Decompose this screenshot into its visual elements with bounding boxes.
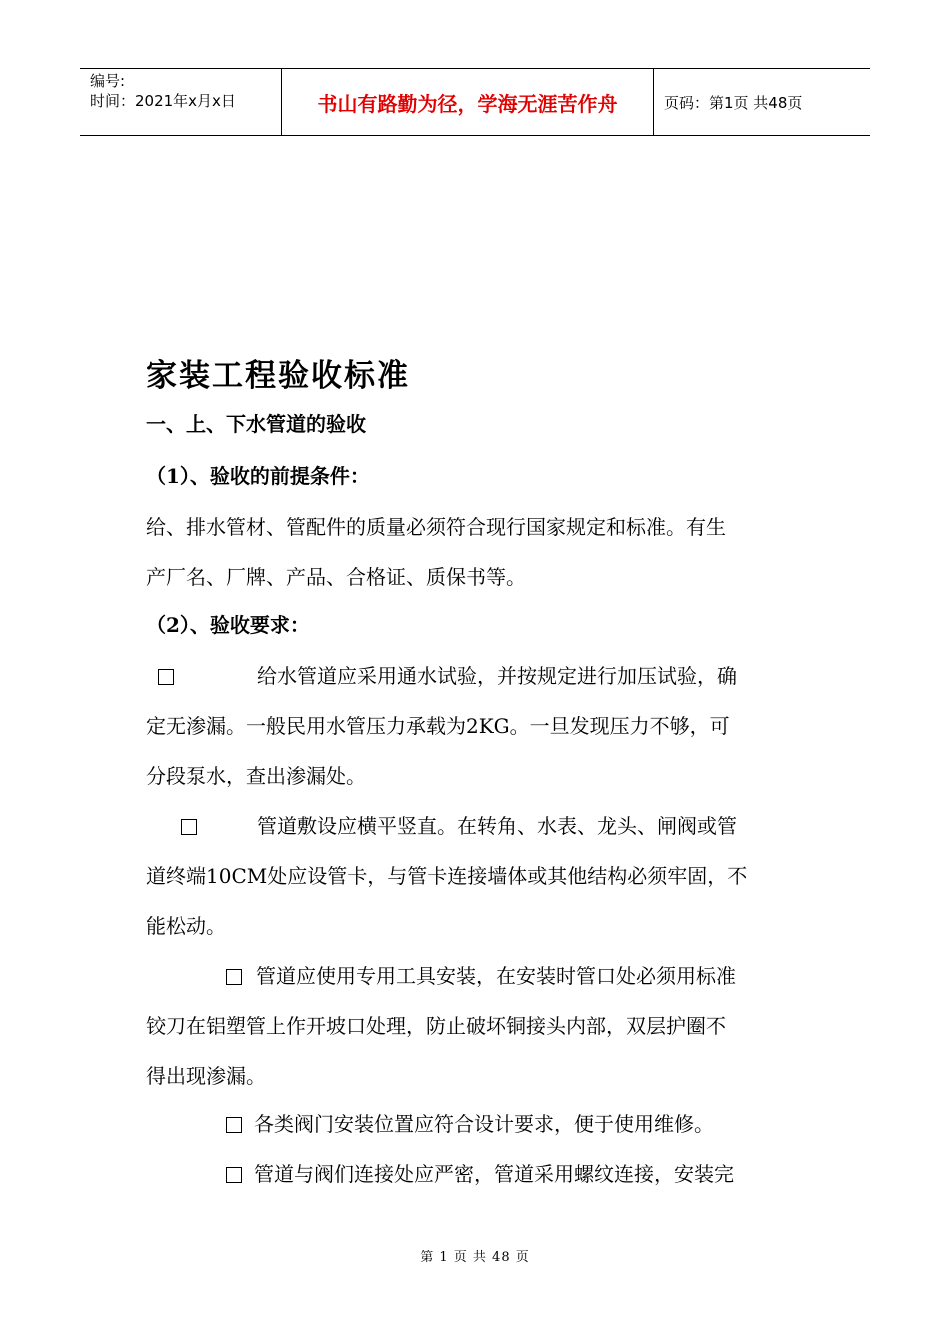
checkbox-bullet-icon	[181, 819, 197, 835]
list-item	[146, 1158, 734, 1187]
list-item-text: 各类阀门安装位置应符合设计要求，便于使用维修。	[254, 1112, 714, 1136]
paragraph-line: 得出现渗漏。	[146, 1064, 266, 1088]
list-item-text: 管道应使用专用工具安装，在安装时管口处必须用标准	[256, 964, 736, 988]
header-motto-cell	[282, 69, 654, 135]
checkbox-bullet-icon	[226, 969, 242, 985]
header-meta-cell	[80, 69, 282, 135]
subsection-heading: （1）、验收的前提条件：	[146, 464, 370, 488]
paragraph-line: 道终端10CM处应设管卡，与管卡连接墙体或其他结构必须牢固，不	[146, 864, 748, 888]
list-item-text: 管道敷设应横平竖直。在转角、水表、龙头、闸阀或管	[257, 814, 737, 838]
paragraph-line: 铰刀在铝塑管上作开坡口处理，防止破坏铜接头内部，双层护圈不	[146, 1014, 726, 1038]
paragraph-line: 给、排水管材、管配件的质量必须符合现行国家规定和标准。有生	[146, 515, 726, 539]
page-footer	[0, 1246, 950, 1265]
list-item	[146, 960, 736, 989]
footer-page-number: 第 1 页 共 48 页	[420, 1250, 530, 1265]
paragraph-line: 产厂名、厂牌、产品、合格证、质保书等。	[146, 565, 526, 589]
document-title: 家装工程验收标准	[146, 358, 410, 394]
checkbox-bullet-icon	[226, 1167, 242, 1183]
section-heading: 一、上、下水管道的验收	[146, 412, 366, 436]
checkbox-bullet-icon	[158, 669, 174, 685]
list-item-text: 管道与阀们连接处应严密，管道采用螺纹连接，安装完	[254, 1162, 734, 1186]
header-motto: 书山有路勤为径，学海无涯苦作舟	[317, 91, 618, 116]
list-item	[146, 1108, 714, 1137]
header-page-info: 页码：第1页 共48页	[664, 93, 803, 112]
page-header	[80, 68, 870, 136]
list-item	[146, 810, 737, 839]
paragraph-line: 能松动。	[146, 914, 226, 938]
list-item-text: 给水管道应采用通水试验，并按规定进行加压试验，确	[257, 664, 737, 688]
list-item	[146, 660, 737, 689]
paragraph-line: 分段泵水，查出渗漏处。	[146, 764, 366, 788]
subsection-heading: （2）、验收要求：	[146, 613, 310, 637]
paragraph-line: 定无渗漏。一般民用水管压力承载为2KG。一旦发现压力不够，可	[146, 714, 730, 738]
document-date: 时间：2021年x月x日	[90, 92, 236, 110]
document-code-label: 编号:	[90, 72, 126, 90]
checkbox-bullet-icon	[226, 1117, 242, 1133]
header-page-cell	[654, 69, 870, 135]
